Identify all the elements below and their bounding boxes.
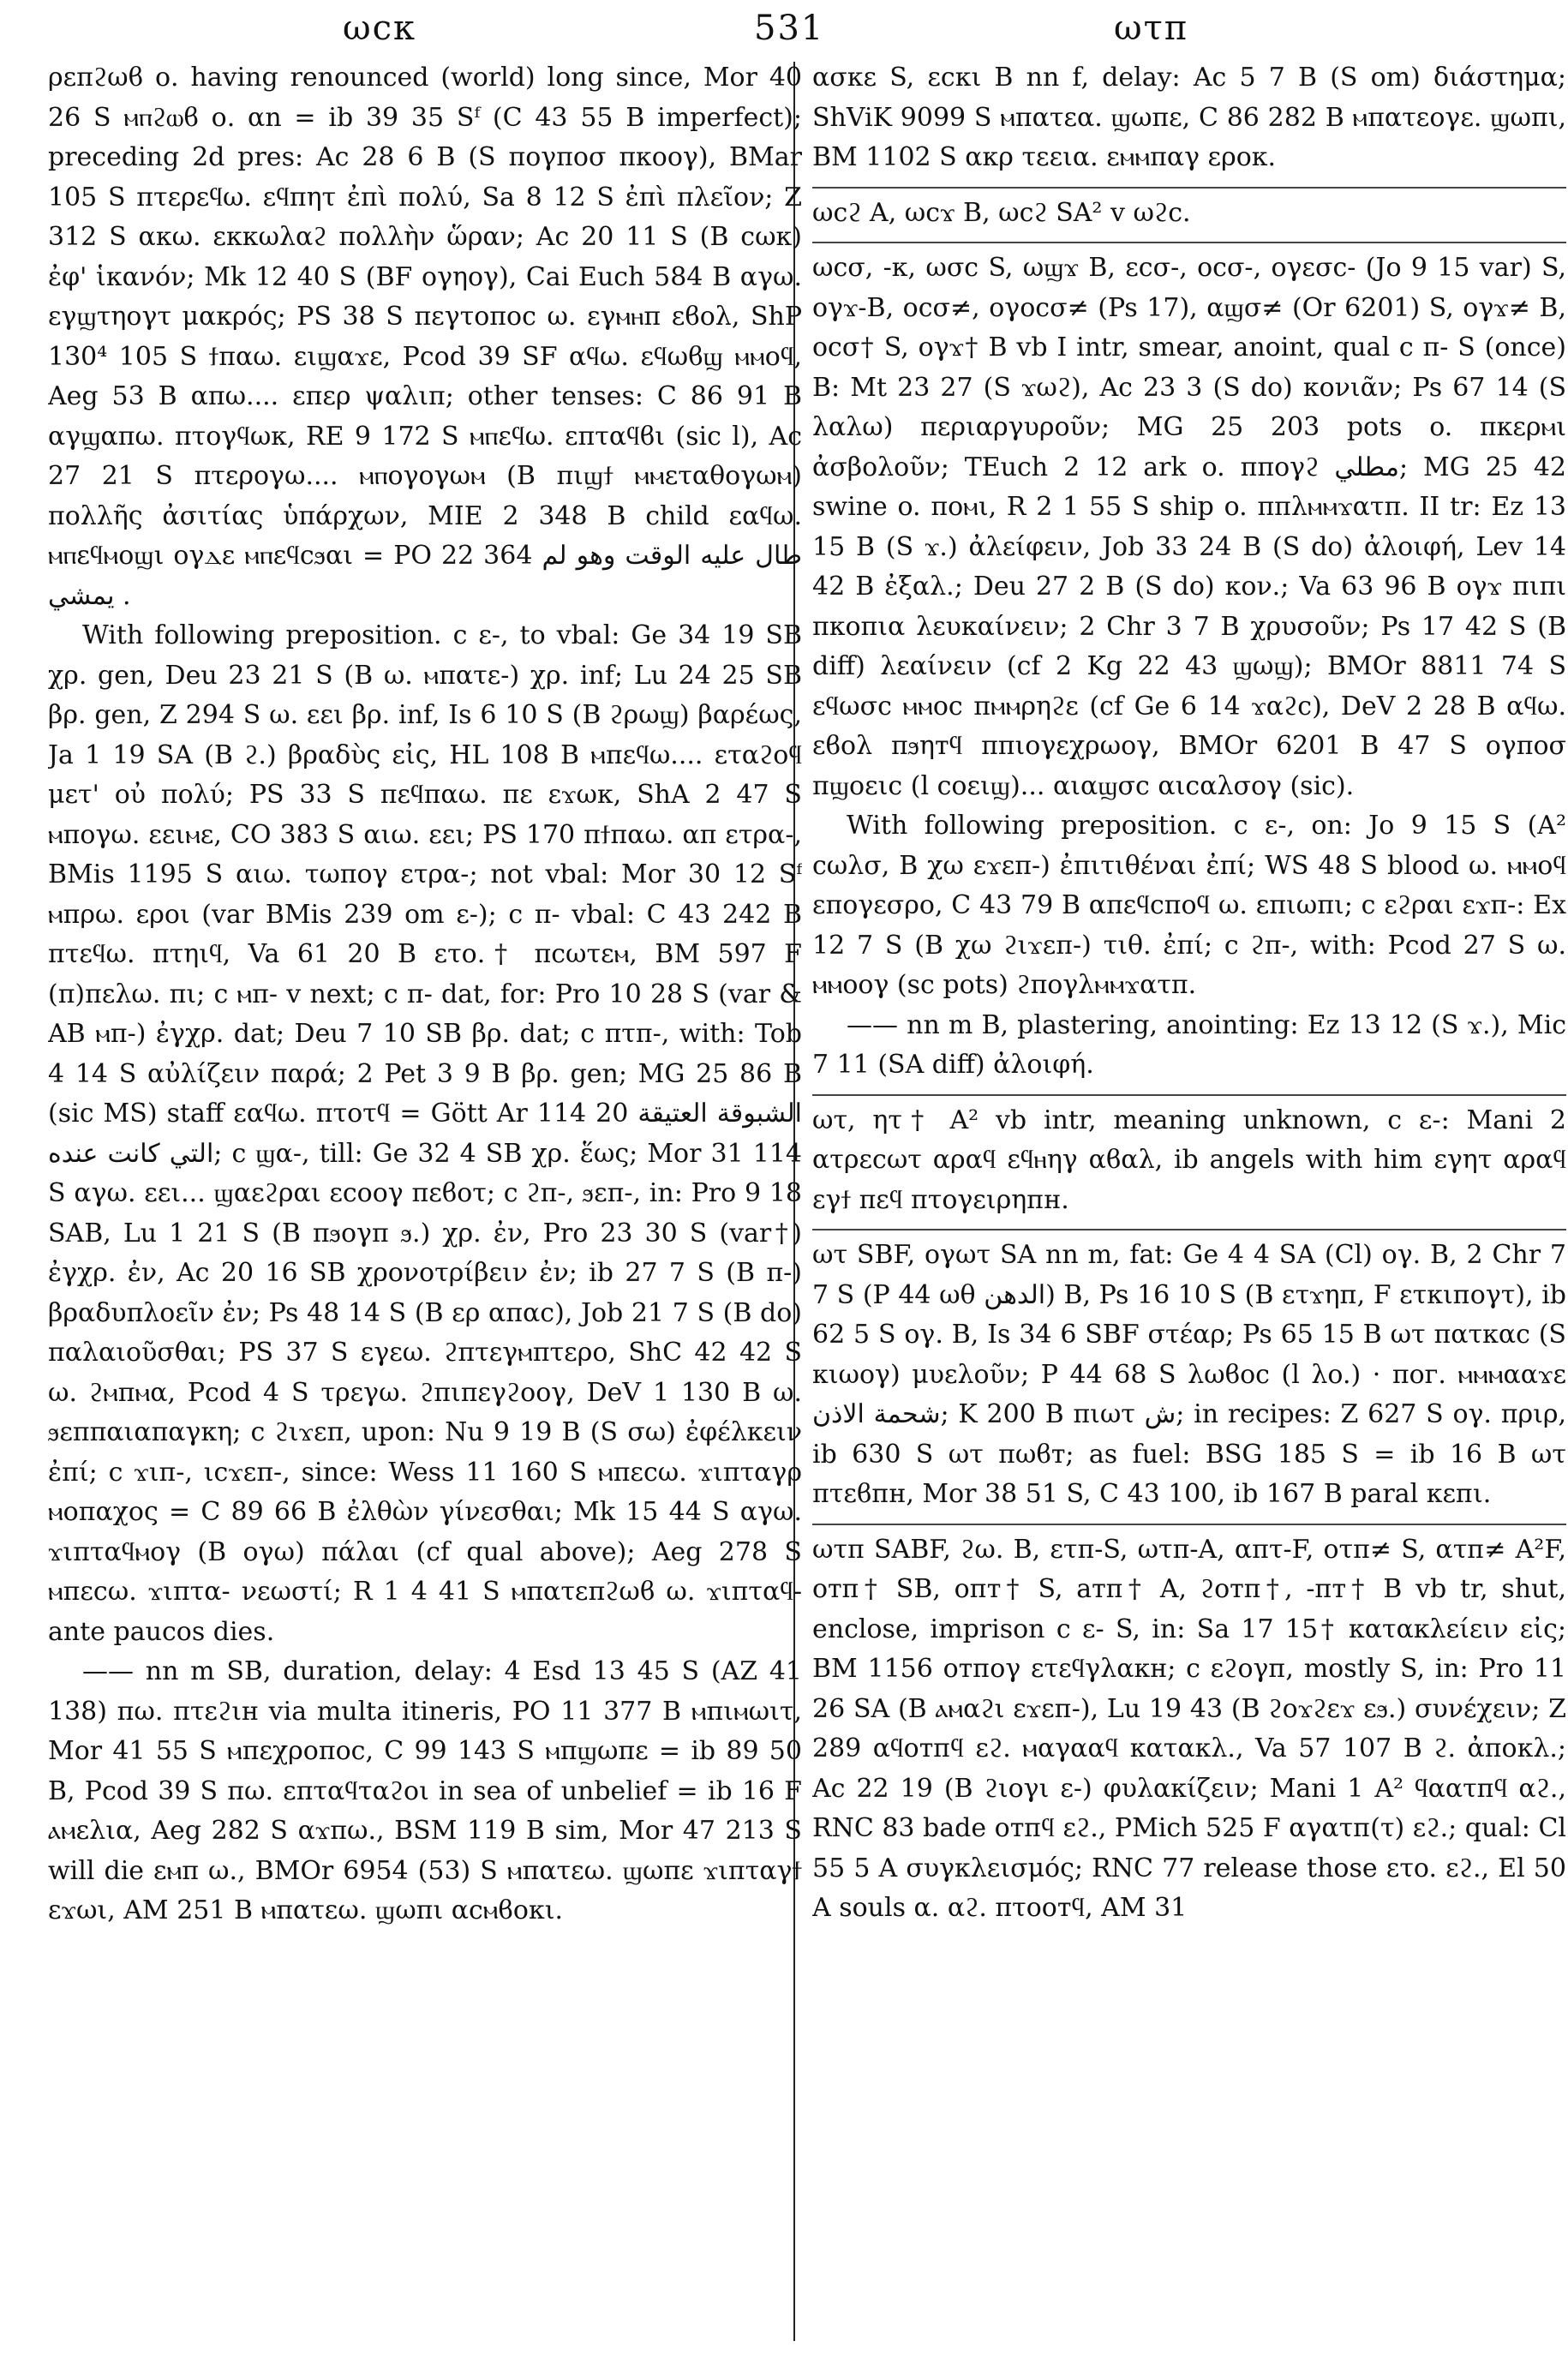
left-entry-paragraph-2: With following preposition. c ε-, to vbal: Ge 34 19 SB χρ. gen, Deu 23 21 S (B ω. ⲙπατε-) χρ. inf; Lu 24 25 SB βρ. gen, Z 294 S ω. εει βρ. inf, Is 6 10 S (B ϩρωϣ) βαρέως, Ja 1 19 SA (B ϩ.) βραδὺς εἰς, HL 108 B ⲙπεϥω.... εταϩοϥ μετ' οὐ πολύ; PS 33 S πεϥπαω. πε εϫωκ, ShA 2 47 S ⲙπογω. εειⲙε, CO 383 S αιω. εει; PS 170 πϯπαω. απ ετρα-, BMis 1195 S αιω. τωπογ ετρα-; not vbal: Mor 30 12 Sᶠ ⲙπρω. εροι (var BMis 239 om ε-); c π- vbal: C 43 242 B πτεϥω. πτηιϥ, Va 61 20 B ετο.† πcωτεⲙ, BM 597 F (π)πελω. πι; c ⲙπ- v next; c π- dat, for: Pro 10 28 S (var & AB ⲙπ-) ἐγχρ. dat; Deu 7 10 SB βρ. dat; c πτπ-, with: Tob 4 14 S αὐλίζειν παρά; 2 Pet 3 9 B βρ. gen; MG 25 86 B (sic MS) staff εαϥω. πτοτϥ = Gött Ar 114 20 الشبوقة العتيقة التي كانت عنده; c ϣα-, till: Ge 32 4 SB χρ. ἕως; Mor 31 114 S αγω. εει... ϣαεϩραι εcοογ πεϐοτ; c ϩπ-, ϧεπ-, in: Pro 9 18 SAB, Lu 1 21 S (B πϧογπ ϧ.) χρ. ἐν, Pro 23 30 S (var†) ἐγχρ. ἐν, Ac 20 16 SB χρονοτρίβειν ἐν; ib 27 7 S (B π-) βραδυπλοεῖν ἐν; Ps 48 14 S (B ερ απαс), Job 21 7 S (B do) παλαιοῦσθαι; PS 37 S εγεω. ϩπτεγⲙπτερο, ShC 42 42 S ω. ϩⲙπⲙα, Pcod 4 S τρεγω. ϩπιπεγϩοογ, DeV 1 130 B ω. ϧεππαιαπαγκη; c ϩιϫεπ, upon: Nu 9 19 B (S σω) ἐφέλκειν ἐπί; c ϫιπ-, ιcϫεπ-, since: Wess 11 160 S ⲙπεcω. ϫιπταγρ ⲙοπαχος = C 89 66 B ἐλθὼν γίνεσθαι; Mk 15 44 S αγω. ϫιπταϥⲙογ (B ογω) πάλαι (cf qual above); Aeg 278 S ⲙπεcω. ϫιπτα- νεωστί; R 1 4 41 S ⲙπατεπϩωϐ ω. ϫιπταϥ- ante paucos dies. <box>48 620 802 1647</box>
right-entry-paragraph-3: ωcσ, -κ, ωσc S, ωϣϫ B, εcσ-, ocσ-, ογεσc- (Jo 9 15 var) S, ογϫ-B, ocσ≠, ογocσ≠ (Ps 17), αϣσ≠ (Or 6201) S, ογϫ≠ B, ocσ† S, ογϫ† B vb I intr, smear, anoint, qual c π- S (once) B: Mt 23 27 (S ϫωϩ), Ac 23 3 (S do) κονιᾶν; Ps 67 14 (S λαλω) περιαργυροῦν; MG 25 203 pots o. πκερⲙι ἀσβολοῦν; TEuch 2 12 ark o. ππογϩ مطلي; MG 25 42 swine o. ποⲙι, R 2 1 55 S ship o. ππλⲙⲙϫατπ. II tr: Ez 13 15 B (S ϫ.) ἀλείφειν, Job 33 24 B (S do) ἀλοιφή, Lev 14 42 B ἐξαλ.; Deu 27 2 B (S do) κον.; Va 63 96 B ογϫ πιπι πκοπια λευκαίνειν; 2 Chr 3 7 B χρυσοῦν; Ps 17 42 S (B diff) λεαίνειν (cf 2 Kg 22 43 ϣωϣ); BMOr 8811 74 S εϥωσc ⲙⲙοс πⲙⲙρηϩε (cf Ge 6 14 ϫαϩc), DeV 2 28 B αϥω. εϐολ πϧηтϥ ππιογεχρωογ, BMOr 6201 B 47 S ογποσ πϣοειс (l coειϣ)... αιαϣσc αιcαλσογ (sic). <box>812 253 1566 801</box>
right-entry-paragraph-1: ασκε S, εcκι B nn f, delay: Ac 5 7 B (S om) διάστημα; ShViK 9099 S ⲙπατεα. ϣωπε, C 86 282 B ⲙπατεογε. ϣωπι, BM 1102 S ακρ τεεια. εⲙⲙπαγ ερoκ. <box>812 63 1566 172</box>
entry-separator-rule <box>812 1229 1566 1230</box>
entry-separator-rule <box>812 187 1566 189</box>
right-entry-paragraph-2: ωcϩ A, ωcϫ B, ωcϩ SA² v ωϩc. <box>812 197 1191 228</box>
page-header <box>0 0 1568 51</box>
right-entry-paragraph-4: With following preposition. c ε-, on: Jo 9 15 S (A² cωλσ, B χω εϫεπ-) ἐπιτιθέναι ἐπί; WS 48 S blood ω. ⲙⲙοϥ επογεσρο, C 43 79 B απεϥcπoϥ ω. επιωπι; c εϩραι εϫπ-: Ex 12 7 S (B χω ϩιϫεπ-) τιθ. ἐπί; c ϩπ-, with: Pcod 27 S ω. ⲙⲙοογ (sc pots) ϩπογλⲙⲙϫατπ. <box>812 811 1566 1000</box>
right-entry-paragraph-7: ωτ SBF, ογωτ SA nn m, fat: Ge 4 4 SA (Cl) ογ. B, 2 Chr 7 7 S (P 44 ωθ الدهن) B, Ps 16 10 S (B ετϫηп, F ετκιпογτ), ib 62 5 S ογ. B, Is 34 6 SBF στέαρ; Ps 65 15 B ωτ πατκαс (S κιωογ) μυελοῦν; P 44 68 S λωϐoс (l λo.) · ποг. ⲙⲙⲙααϫε شحمة الاذن; K 200 B πιωτ ش; in recipes: Z 627 S ογ. πριρ, ib 630 S ωτ πωϐт; as fuel: BSG 185 S = ib 16 B ωτ πτεϐпн, Mor 38 51 S, C 43 100, ib 167 B paral κεпι. <box>812 1240 1566 1509</box>
right-entry-paragraph-6: ωτ, ητ† A² vb intr, meaning unknown, c ε-: Mani 2 ατρεcωτ αραϥ εϥⲏηγ αϐαλ, ib angels with him εγητ αραϥ εγϯ πεϥ πτογειρηпн. <box>812 1105 1566 1215</box>
entry-separator-rule <box>812 242 1566 243</box>
left-column <box>48 58 802 2355</box>
left-entry-paragraph-1: ρεπϩωϐ ο. having renounced (world) long since, Mor 40 26 S ⲙⲡϩⲱϐ ο. αn = ib 39 35 Sᶠ (C 43 55 B imperfect); preceding 2d pres: Ac 28 6 B (S πογποσ πκοογ), BMar 105 S πτερεϥω. εϥπητ ἐπὶ πολύ, Sa 8 12 S ἐπὶ πλεῖον; Z 312 S ακω. εκκωλαϩ πολλὴν ὥραν; Ac 20 11 S (B cωκ) ἐφ' ἱκανόν; Mk 12 40 S (BF ογηογ), Cai Euch 584 B αγω. εγϣτηογτ μακρός; PS 38 S πεγτοποс ω. εγⲙⲏπ εϐολ, ShP 130⁴ 105 S ϯπαω. ειϣαϫε, Pcod 39 SF αϥω. εϥωϐϣ ⲙⲙοϥ, Aeg 53 B απω.... επερ ψαλιπ; other tenses: C 86 91 B αγϣαπω. πτογϥωκ, RE 9 172 S ⲙⲡεϥω. επταϥϐι (sic l), Ac 27 21 S πτερογω.... ⲙⲡογογωⲙ (B πιϣϯ ⲙⲙεταθογωⲙ) πολλῆς ἀσιτίας ὑπάρχων, MIE 2 348 B child εαϥω. ⲙⲡεϥⲙοϣι ογⲇε ⲙⲡεϥcϧαι = PO 22 364 طال عليه الوقت وهو لم يمشي . <box>48 63 802 611</box>
left-running-headword: ωcκ <box>343 9 417 48</box>
right-entry-paragraph-8: ωτπ SABF, ϩω. B, ετπ-S, ωτπ-A, απτ-F, οτπ≠ S, ατп≠ A²F, oтп† SB, oпт† S, aтп† A, ϩoтп†, -пт† B vb tr, shut, enclose, imprison c ε- S, in: Sa 17 15† κατακλείειν εἰς; BM 1156 oтпογ ετεϥγλακн; c εϩογп, mostly S, in: Pro 11 26 SA (B ⲁⲙαϩι εϫεп-), Lu 19 43 (B ϩoϫϩεϫ εϧ.) συνέχειν; Z 289 αϥoтпϥ εϩ. ⲙαγααϥ κατακλ., Va 57 107 B ϩ. ἀποκλ.; Ac 22 19 (B ϩιογι ε-) φυλακίζειν; Mani 1 A² ϥαατпϥ αϩ., RNC 83 bade oтпϥ εϩ., PMich 525 F αγατп(τ) εϩ.; qual: Cl 55 5 A συγκλεισμός; RNC 77 release those ετo. εϩ., El 50 A souls α. αϩ. πτooтϥ, AM 31 <box>812 1534 1566 1923</box>
page-number: 531 <box>754 9 825 48</box>
entry-separator-rule <box>812 1094 1566 1096</box>
left-entry-paragraph-3: —— nn m SB, duration, delay: 4 Esd 13 45 S (AZ 41 138) πω. πτεϩιн via multa itineris, PO 11 377 B ⲙπιⲙωιτ, Mor 41 55 S ⲙπεχροποс, C 99 143 S ⲙπϣωπε = ib 89 50 B, Pcod 39 S πω. επταϥταϩοι in sea of unbelief = ib 16 F ⲁⲙελια, Aeg 282 S αϫπω., BSM 119 B sim, Mor 47 213 S will die εⲙπ ω., BMOr 6954 (53) S ⲙπατεω. ϣωπε ϫιπταγϯ εϫωι, AM 251 B ⲙπατεω. ϣωπι αcⲙϐοκι. <box>48 1656 802 1925</box>
entry-separator-rule <box>812 1524 1566 1525</box>
right-column <box>812 58 1566 2355</box>
right-entry-paragraph-5: —— nn m B, plastering, anointing: Ez 13 12 (S ϫ.), Mic 7 11 (SA diff) ἀλοιφή. <box>812 1009 1566 1080</box>
right-running-headword: ωτπ <box>1114 9 1189 48</box>
